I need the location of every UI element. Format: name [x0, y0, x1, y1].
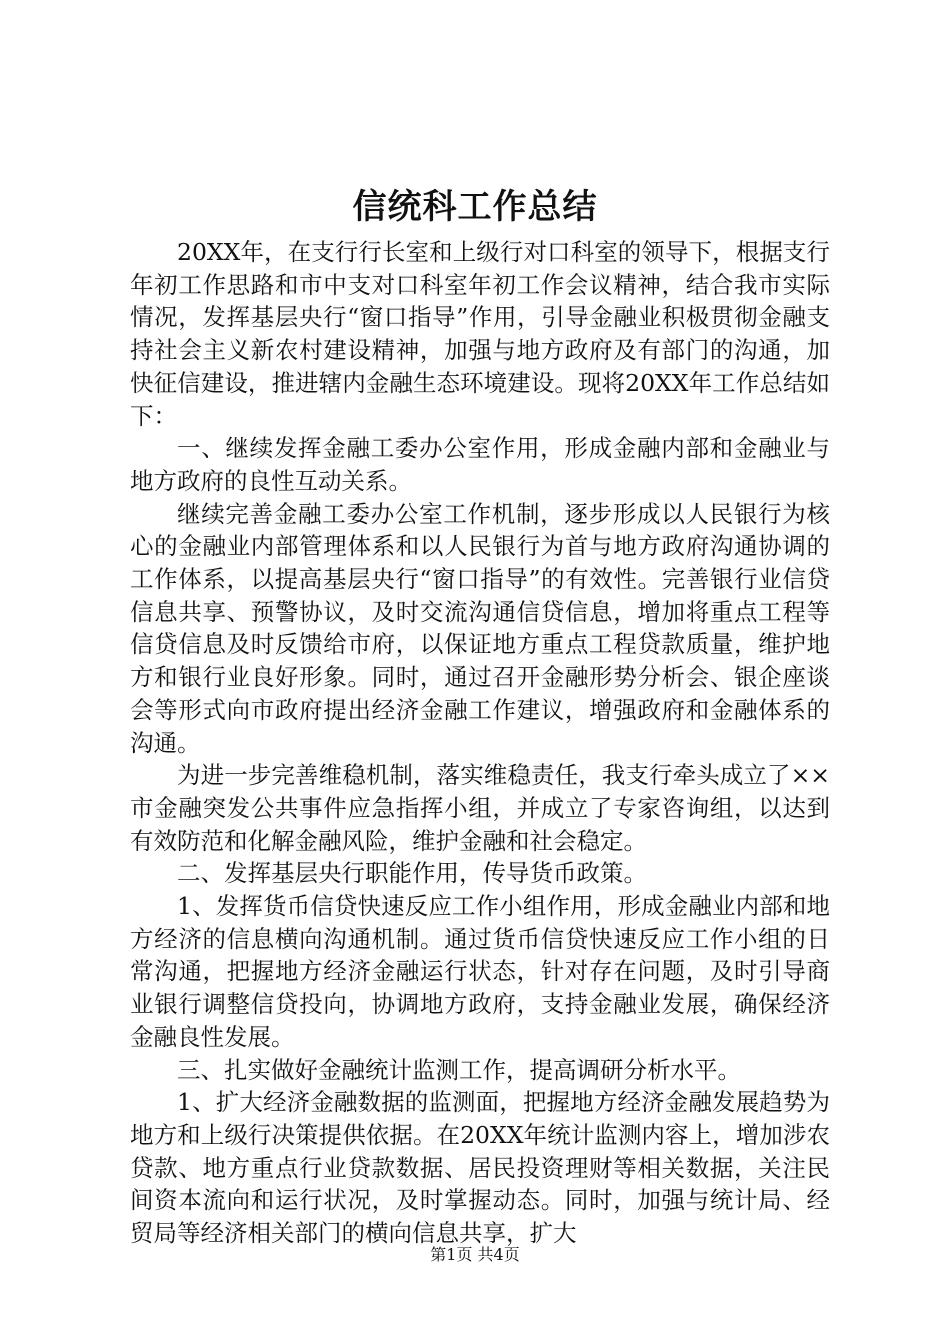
- paragraph-section-1-stability: 为进一步完善维稳机制，落实维稳责任，我支行牵头成立了××市金融突发公共事件应急指挥小组，并成立了专家咨询组，以达到有效防范和化解金融风险，维护金融和社会稳定。: [130, 761, 830, 855]
- document-body: [130, 236, 830, 1250]
- section-heading-1: 一、继续发挥金融工委办公室作用，形成金融内部和金融业与地方政府的良性互动关系。: [130, 434, 830, 495]
- document-title: 信统科工作总结: [352, 187, 598, 227]
- paragraph-section-2-item-1: 1、发挥货币信贷快速反应工作小组作用，形成金融业内部和地方经济的信息横向沟通机制。通过货币信贷快速反应工作小组的日常沟通，把握地方经济金融运行状态，针对存在问题，及时引导商业银行调整信贷投向，协调地方政府，支持金融业发展，确保经济金融良性发展。: [130, 892, 830, 1051]
- section-heading-2: 二、发挥基层央行职能作用，传导货币政策。: [177, 859, 647, 888]
- section-heading-3: 三、扎实做好金融统计监测工作，提高调研分析水平。: [177, 1055, 741, 1084]
- paragraph-section-1-body: 继续完善金融工委办公室工作机制，逐步形成以人民银行为核心的金融业内部管理体系和以人民银行为首与地方政府沟通协调的工作体系，以提高基层央行“窗口指导”的有效性。完善银行业信贷信息共享、预警协议，及时交流沟通信贷信息，增加将重点工程等信贷信息及时反馈给市府，以保证地方重点工程贷款质量，维护地方和银行业良好形象。同时，通过召开金融形势分析会、银企座谈会等形式向市政府提出经济金融工作建议，增强政府和金融体系的沟通。: [130, 499, 830, 757]
- paragraph-intro: 20XX年，在支行行长室和上级行对口科室的领导下，根据支行年初工作思路和市中支对口科室年初工作会议精神，结合我市实际情况，发挥基层央行“窗口指导”作用，引导金融业积极贯彻金融支持社会主义新农村建设精神，加强与地方政府及有部门的沟通，加快征信建设，推进辖内金融生态环境建设。现将20XX年工作总结如下：: [130, 238, 830, 430]
- paragraph-section-3-item-1: 1、扩大经济金融数据的监测面，把握地方经济金融发展趋势为地方和上级行决策提供依据。在20XX年统计监测内容上，增加涉农贷款、地方重点行业贷款数据、居民投资理财等相关数据，关注民间资本流向和运行状况，及时掌握动态。同时，加强与统计局、经贸局等经济相关部门的横向信息共享，扩大: [130, 1088, 830, 1248]
- page-footer: 第1页 共4页: [430, 1245, 520, 1264]
